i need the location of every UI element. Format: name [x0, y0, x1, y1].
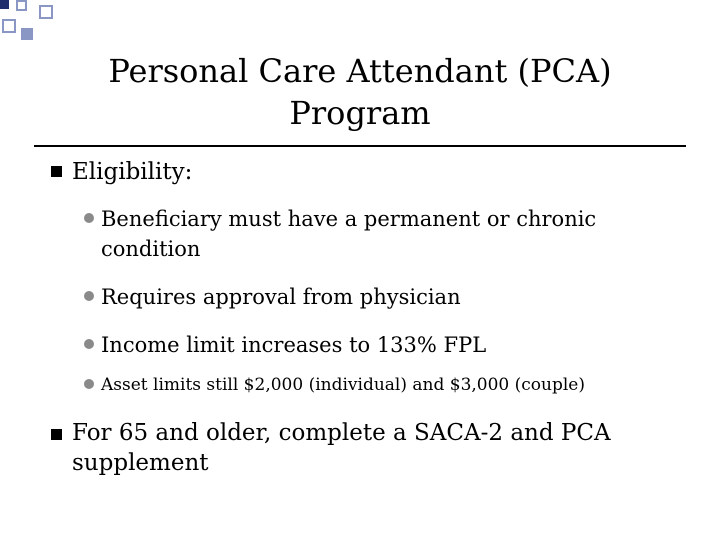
title-divider [34, 145, 686, 147]
slide-title: Personal Care Attendant (PCA) Program [108, 52, 612, 132]
subbullet-condition: Beneficiary must have a permanent or chronic condition [101, 207, 597, 261]
circle-bullet-icon [84, 379, 94, 389]
circle-bullet-icon [84, 291, 94, 301]
subbullet-income: Income limit increases to 133% FPL [101, 333, 487, 357]
subbullet-physician: Requires approval from physician [101, 285, 461, 309]
subbullet-assets: Asset limits still $2,000 (individual) and $3,000 (couple) [101, 375, 585, 395]
square-bullet-icon [50, 164, 64, 178]
circle-bullet-icon [84, 339, 94, 349]
bullet-eligibility: Eligibility: [72, 159, 193, 185]
bullet-65-and-older: For 65 and older, complete a SACA-2 and PCA supplement [72, 420, 611, 476]
square-bullet-icon [50, 427, 64, 441]
circle-bullet-icon [84, 213, 94, 223]
